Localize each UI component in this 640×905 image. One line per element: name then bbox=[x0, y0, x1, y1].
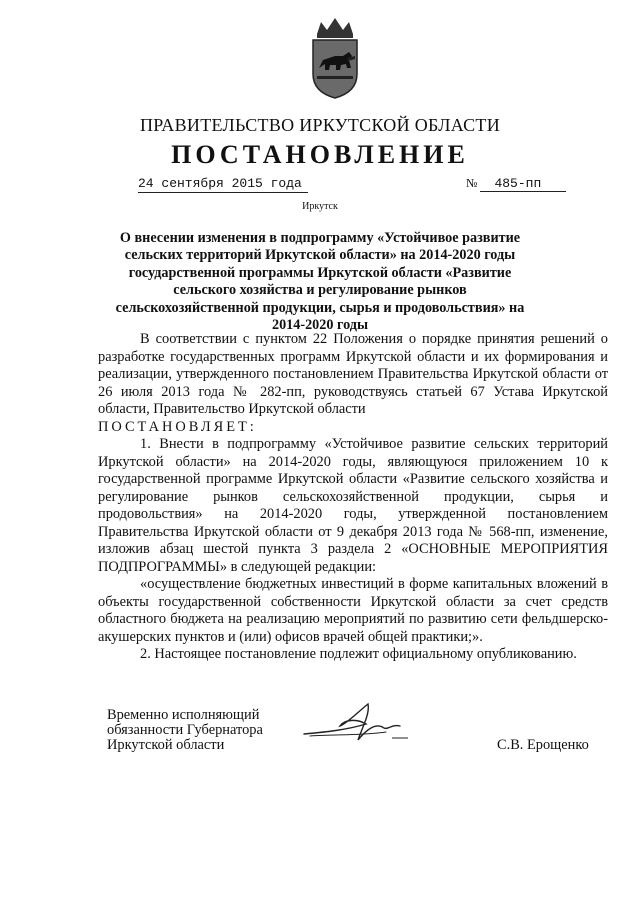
position-line: Иркутской области bbox=[107, 737, 225, 753]
document-number: 485-пп bbox=[480, 176, 566, 192]
government-title: ПРАВИТЕЛЬСТВО ИРКУТСКОЙ ОБЛАСТИ bbox=[139, 115, 501, 135]
city-label: Иркутск bbox=[302, 201, 338, 212]
signatory-position bbox=[107, 708, 263, 753]
document-body bbox=[98, 331, 608, 664]
number-sign: № bbox=[466, 176, 478, 190]
document-date: 24 сентября 2015 года bbox=[138, 176, 308, 193]
document-type-title: ПОСТАНОВЛЕНИЕ bbox=[171, 140, 469, 169]
position-line: обязанности Губернатора bbox=[107, 722, 263, 738]
item-2-paragraph: 2. Настоящее постановление подлежит официальному опубликованию. bbox=[140, 646, 577, 662]
coat-of-arms-icon bbox=[305, 12, 365, 102]
quoted-text-paragraph: «осуществление бюджетных инвестиций в форме капитальных вложений в объекты государственной собственности Иркутской области за счет средств областного бюджета на реализацию мероприятий по развитию сети фельдшерско-акушерских пунктов и (или) офисов врачей общей практики;». bbox=[98, 576, 608, 645]
preamble-paragraph: В соответствии с пунктом 22 Положения о порядке принятия решений о разработке государственных программ Иркутской области и их формирования и реализации, утвержденного постановлением Правительства Иркутской области от 26 июля 2013 года № 282-пп, руководствуясь статьей 67 Устава Иркутской области, Правительство Иркутской области bbox=[98, 331, 608, 417]
item-1-paragraph: 1. Внести в подпрограмму «Устойчивое развитие сельских территорий Иркутской области» на 2014-2020 годы, являющуюся приложением 10 к государственной программе Иркутской области «Развитие сельского хозяйства и регулирование рынков сельскохозяйственной продукции, сырья и продовольствия» на 2014-2020 годы, утвержденной постановлением Правительства Иркутской области от 9 декабря 2013 года № 568-пп, изменение, изложив абзац шестой пункта 3 раздела 2 «ОСНОВНЫЕ МЕРОПРИЯТИЯ ПОДПРОГРАММЫ» в следующей редакции: bbox=[98, 436, 608, 575]
handwritten-signature bbox=[296, 694, 416, 750]
decree-word: ПОСТАНОВЛЯЕТ: bbox=[98, 418, 257, 435]
document-number-field bbox=[466, 176, 566, 192]
position-line: Временно исполняющий bbox=[107, 707, 260, 723]
document-subject: О внесении изменения в подпрограмму «Устойчивое развитие сельских территорий Иркутской области» на 2014-2020 годы государственной программы Иркутской области «Развитие сельского хозяйства и регулирование рынков сельскохозяйственной продукции, сырья и продовольствия» на 2014-2020 годы bbox=[115, 230, 525, 334]
signatory-name: С.В. Ерощенко bbox=[497, 737, 589, 753]
